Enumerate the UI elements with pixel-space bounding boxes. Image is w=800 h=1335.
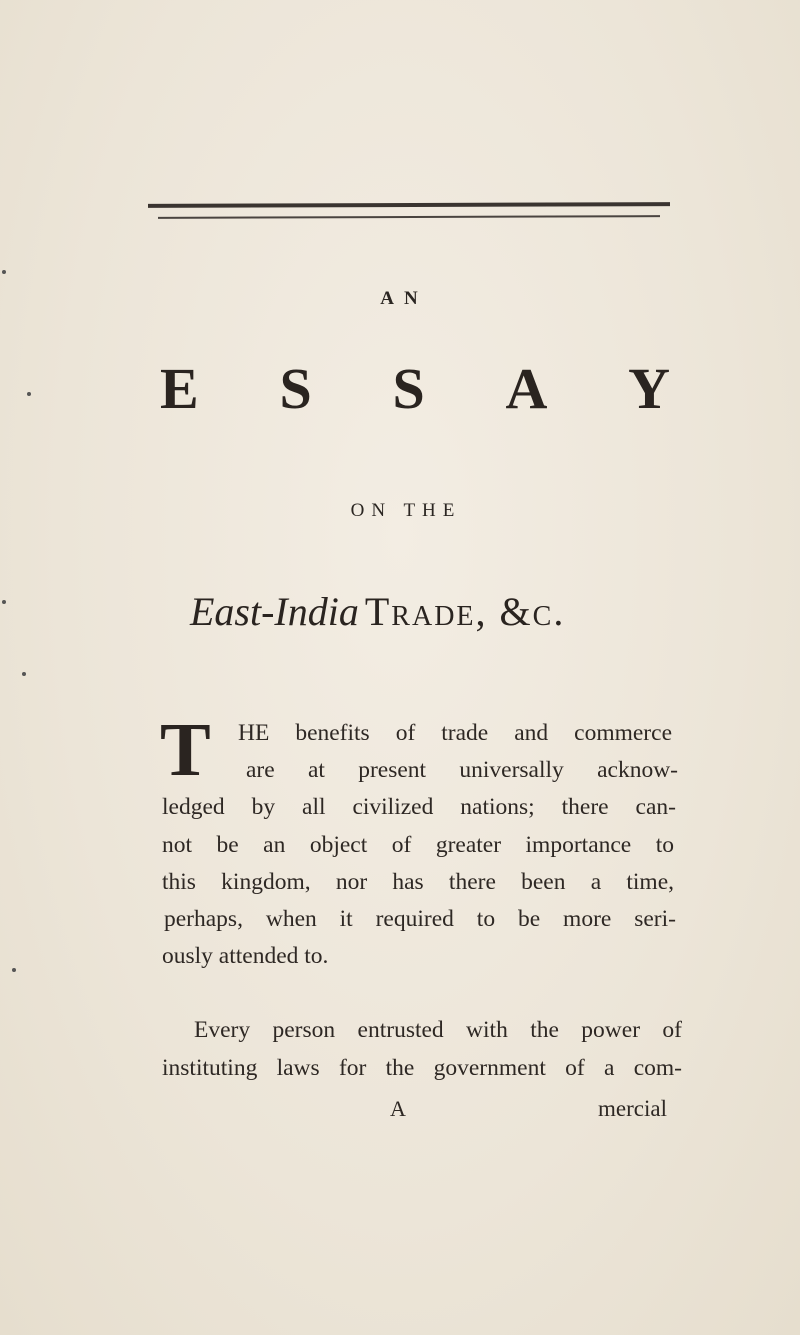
paragraph1-line: perhaps, when it required to be more seri-: [164, 906, 676, 932]
margin-speck: [2, 270, 6, 274]
drop-cap: T: [160, 708, 211, 792]
margin-speck: [2, 600, 6, 604]
title-on-the: ON THE: [350, 500, 462, 521]
title-an: AN: [380, 288, 428, 309]
title-trade: [190, 588, 565, 635]
double-rule-top: [148, 202, 670, 208]
catchword: mercial: [598, 1096, 667, 1121]
paragraph1-line: ledged by all civilized nations; there can-: [162, 794, 676, 820]
margin-speck: [22, 672, 26, 676]
paragraph1-line: not be an object of greater importance to: [162, 832, 674, 858]
paragraph1-line: are at present universally acknow-: [246, 757, 678, 783]
paragraph2-line: Every person entrusted with the power of: [194, 1017, 682, 1043]
margin-speck: [27, 392, 31, 396]
margin-speck: [12, 968, 16, 972]
title-essay: [160, 356, 670, 421]
double-rule-bottom: [158, 215, 660, 219]
paragraph1-line: ously attended to.: [162, 943, 329, 969]
essay-letter: A: [505, 356, 548, 421]
essay-letter: Y: [628, 356, 670, 421]
title-east-india: East-India: [190, 589, 359, 634]
essay-letter: S: [392, 356, 425, 421]
title-trade-caps: Trade, &c.: [364, 589, 566, 634]
essay-letter: E: [160, 356, 199, 421]
essay-letter: S: [279, 356, 312, 421]
paragraph1-line: HE benefits of trade and commerce: [238, 720, 672, 746]
signature-mark: A: [390, 1096, 406, 1121]
paragraph2-line: instituting laws for the government of a com-: [162, 1055, 682, 1081]
paragraph1-line: this kingdom, nor has there been a time,: [162, 869, 674, 895]
